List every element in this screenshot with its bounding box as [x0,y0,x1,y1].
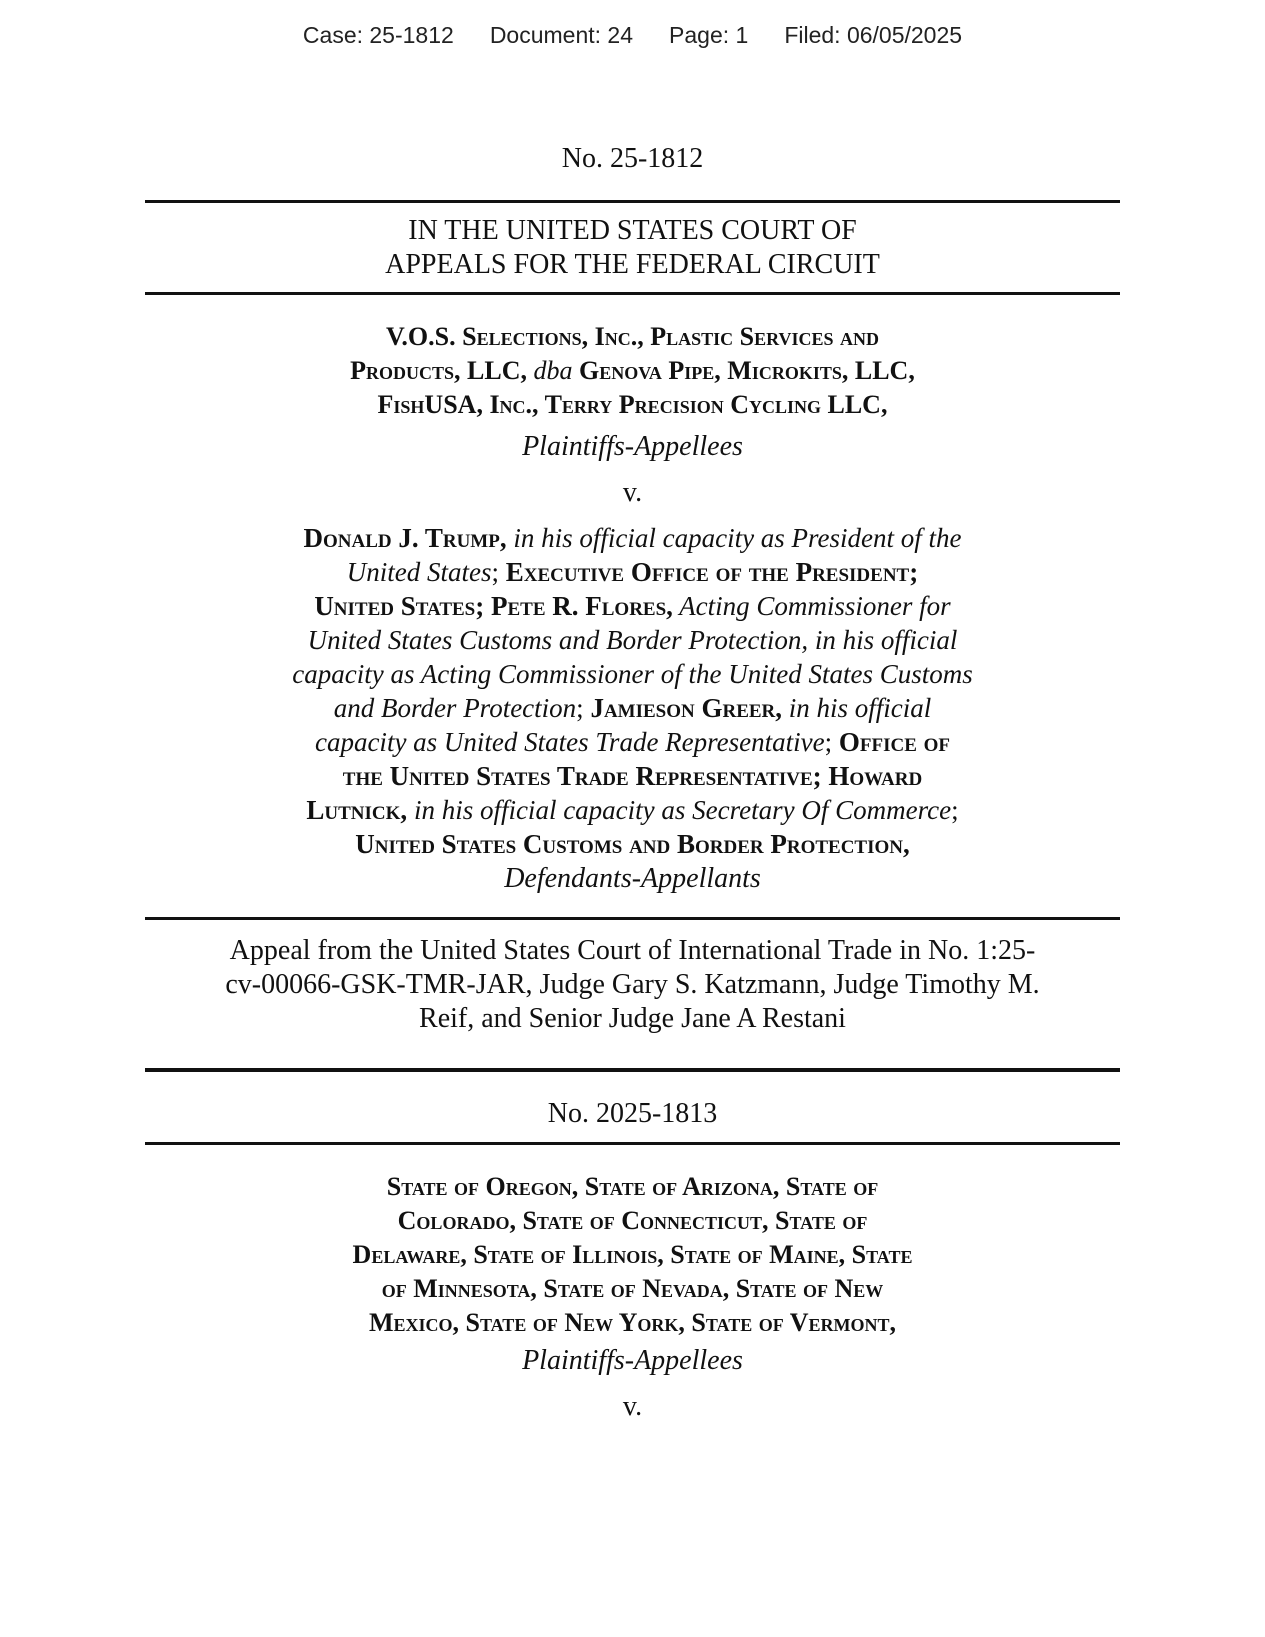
court-name-line: IN THE UNITED STATES COURT OF [408,215,857,246]
defendant-name: Lutnick, [306,795,408,825]
appeal-origin [145,934,1120,1036]
defendant-capacity: and Border Protection [333,693,577,723]
plaintiffs-line: Mexico, State of New York, State of Vermont, [368,1308,897,1337]
defendant-name: Jamieson Greer, [590,693,783,723]
defendant-capacity: Acting Commissioner for [672,591,951,621]
stamp-document: Document: 24 [489,22,634,48]
court-name-line: APPEALS FOR THE FEDERAL CIRCUIT [385,249,880,280]
defendant-name: United States; Pete R. Flores, [314,591,673,621]
appeal-line: Appeal from the United States Court of International Trade in No. 1:25- [229,935,1036,966]
defendants-line [145,793,1120,827]
second-case-number: No. 2025-1813 [547,1098,718,1129]
separator: ; [576,693,591,723]
defendants-list [145,521,1120,861]
second-plaintiffs-list [145,1170,1120,1340]
stamp-page: Page: 1 [669,22,749,48]
separator: ; [951,795,959,825]
defendant-capacity: in his official capacity as Secretary Of Commerce [407,795,952,825]
versus: v. [622,477,643,508]
stamp-filed: Filed: 06/05/2025 [784,22,963,48]
plaintiffs-text: Products, LLC, [350,356,534,385]
defendant-name: Executive Office of the President; [505,557,919,587]
defendants-line [145,589,1120,623]
defendants-line [145,623,1120,657]
defendant-capacity: in his official [782,693,932,723]
divider-rule [145,1142,1120,1145]
defendants-line [145,691,1120,725]
defendant-capacity: capacity as United States Trade Representative [314,727,825,757]
plaintiffs-line [145,354,1120,388]
second-plaintiffs-role: Plaintiffs-Appellees [522,1345,743,1376]
divider-rule [145,917,1120,920]
defendants-line [145,555,1120,589]
defendants-line [145,521,1120,555]
plaintiffs-line: FishUSA, Inc., Terry Precision Cycling LLC, [377,390,888,419]
dba-text: dba [533,356,573,385]
divider-rule [145,200,1120,203]
separator: ; [824,727,839,757]
defendant-name: the United States Trade Representative; Howard [342,761,923,791]
divider-rule [145,292,1120,295]
defendants-role: Defendants-Appellants [504,863,761,894]
separator: ; [491,557,506,587]
plaintiffs-line: State of Oregon, State of Arizona, State of [386,1172,879,1201]
defendants-line [145,657,1120,691]
plaintiffs-role: Plaintiffs-Appellees [522,431,743,462]
plaintiffs-line: Delaware, State of Illinois, State of Maine, State [352,1240,913,1269]
defendant-name: United States Customs and Border Protection, [355,829,910,859]
defendant-capacity: United States Customs and Border Protection, in his official [307,625,958,655]
defendants-line [145,725,1120,759]
defendant-capacity: in his official capacity as President of the [506,523,962,553]
plaintiffs-line: V.O.S. Selections, Inc., Plastic Services and [386,322,879,351]
defendant-name: Donald J. Trump, [303,523,507,553]
plaintiffs-line: of Minnesota, State of Nevada, State of New [381,1274,884,1303]
appeal-line: cv-00066-GSK-TMR-JAR, Judge Gary S. Katzmann, Judge Timothy M. [225,969,1040,1000]
second-versus: v. [622,1391,643,1422]
plaintiffs-line: Colorado, State of Connecticut, State of [397,1206,868,1235]
plaintiffs-text: Genova Pipe, Microkits, LLC, [572,356,915,385]
defendant-capacity: capacity as Acting Commissioner of the United States Customs [292,659,973,689]
court-filing-stamp [0,22,1265,49]
stamp-case: Case: 25-1812 [302,22,454,48]
defendants-line [145,759,1120,793]
defendant-capacity: United States [346,557,492,587]
defendant-name: Office of [838,727,951,757]
plaintiffs-list [145,320,1120,422]
case-number: No. 25-1812 [561,143,704,174]
court-name [145,214,1120,282]
defendants-line [145,827,1120,861]
appeal-line: Reif, and Senior Judge Jane A Restani [419,1003,846,1034]
divider-rule [145,1068,1120,1072]
